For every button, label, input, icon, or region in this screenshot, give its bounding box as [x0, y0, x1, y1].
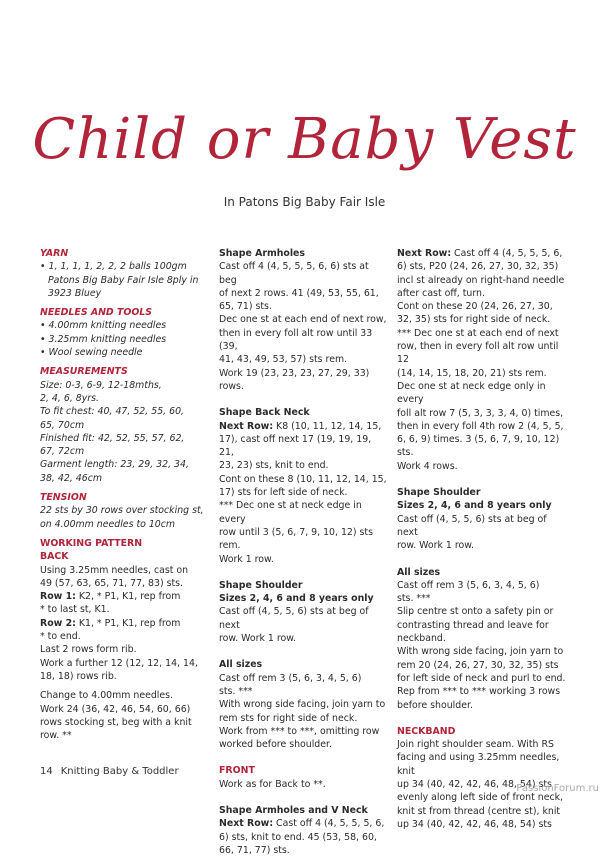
measurements-line: Size: 0-3, 6-9, 12-18mths, — [40, 379, 162, 391]
pattern-subtitle: In Patons Big Baby Fair Isle — [223, 195, 386, 209]
back-neck-line: Work 1 row. — [219, 553, 274, 565]
back-line: 49 (57, 63, 65, 71, 77, 83) sts. — [40, 577, 184, 589]
back-line: Work 24 (36, 42, 46, 54, 60, 66) — [40, 703, 191, 715]
needles-line: • 3.25mm knitting needles — [40, 333, 167, 345]
tension-line: on 4.00mm needles to 10cm — [40, 518, 176, 530]
back-neck-line: *** Dec one st at neck edge in every — [219, 500, 362, 525]
measurements-heading: MEASUREMENTS — [40, 366, 128, 378]
back-line: Change to 4.00mm needles. — [40, 690, 174, 702]
neckband-heading: NECKBAND — [397, 725, 456, 737]
all-sizes-line: before shoulder. — [397, 699, 473, 711]
back-line: * to last st, K1. — [40, 604, 110, 616]
all-sizes-heading: All sizes — [219, 659, 263, 671]
tension-heading: TENSION — [40, 492, 87, 504]
armholes-line: then in every foll alt row until 33 (39, — [219, 327, 373, 353]
needles-heading: NEEDLES AND TOOLS — [40, 307, 153, 319]
next-row-line: Dec one st at neck edge only in every — [397, 380, 546, 406]
next-row-line — [397, 247, 569, 260]
next-row-line: then in every foll 4th row 2 (4, 5, 5, — [397, 420, 564, 432]
shape-shoulder-heading: Shape Shoulder — [219, 579, 303, 591]
next-row-text: Cast off 4 (4, 5, 5, 5, 6, — [273, 818, 385, 830]
armholes-line: 65, 71) sts. — [219, 301, 272, 313]
back-neck-line: 17), cast off next 17 (19, 19, 19, 21, — [219, 433, 372, 459]
armholes-line: rows. — [219, 380, 244, 392]
back-line: * to end. — [40, 631, 81, 643]
yarn-line: 3923 Bluey — [48, 287, 102, 299]
page-number: 14 — [40, 766, 53, 777]
next-row-label: Next Row: — [219, 818, 274, 830]
armholes-line: of next 2 rows. 41 (49, 53, 55, 61, — [219, 287, 379, 299]
needles-line: • 4.00mm knitting needles — [40, 320, 167, 332]
back-neck-line — [219, 420, 389, 433]
column-2 — [219, 247, 389, 857]
next-row-line: 6, 6, 9) times. 3 (5, 6, 7, 9, 10, 12) — [397, 434, 560, 446]
measurements-line: 2, 4, 6, 8yrs. — [40, 392, 100, 404]
next-row-line: row, then in every foll alt row until 12 — [397, 341, 559, 366]
measurements-line: Finished fit: 42, 52, 55, 57, 62, — [40, 432, 185, 444]
v-neck-line: 66, 71, 77) sts. — [219, 844, 290, 856]
all-sizes-line: sts. *** — [397, 593, 431, 605]
armholes-line: Work 19 (23, 23, 23, 27, 29, 33) — [219, 367, 370, 379]
row-1-text: K2, * P1, K1, rep from — [75, 591, 181, 603]
column-1 — [40, 247, 210, 742]
front-heading: FRONT — [219, 765, 255, 777]
v-neck-line — [219, 817, 389, 830]
next-row-line: *** Dec one st at each end of next — [397, 327, 559, 339]
all-sizes-line: Rep from *** to *** working 3 rows — [397, 686, 561, 698]
measurements-line: Garment length: 23, 29, 32, 34, — [40, 459, 189, 471]
row-2-text: K1, * P1, K1, rep from — [75, 617, 181, 629]
working-pattern-heading: WORKING PATTERN — [40, 537, 143, 549]
all-sizes-line: rem 20 (24, 26, 27, 30, 32, 35) sts — [397, 659, 559, 671]
shape-armholes-heading: Shape Armholes — [219, 248, 306, 259]
column-3 — [397, 247, 569, 831]
next-row-text: K8 (10, 11, 12, 14, 15, — [273, 420, 382, 432]
measurements-line: 38, 42, 46cm — [40, 472, 102, 484]
back-line: 18, 18) rows rib. — [40, 670, 117, 682]
next-row-label: Next Row: — [219, 420, 274, 432]
armholes-line: Cast off 4 (4, 5, 5, 5, 6, 6) sts at beg — [219, 261, 369, 286]
next-row-line: sts. — [397, 447, 414, 459]
measurements-line: 67, 72cm — [40, 446, 85, 458]
back-neck-line: 17) sts for left side of neck. — [219, 487, 348, 499]
back-neck-line: 23, 23) sts, knit to end. — [219, 460, 329, 472]
all-sizes-line: Work from *** to ***, omitting row — [219, 725, 380, 737]
all-sizes-line: With wrong side facing, join yarn to — [397, 646, 564, 658]
next-row-line: foll alt row 7 (5, 3, 3, 3, 4, 0) times, — [397, 407, 564, 419]
all-sizes-heading: All sizes — [397, 566, 441, 578]
sizes-subheading: Sizes 2, 4, 6 and 8 years only — [397, 500, 552, 512]
neckband-line: up 34 (40, 42, 42, 46, 48, 54) sts — [397, 818, 552, 830]
armholes-v-neck-heading: Shape Armholes and V Neck — [219, 804, 368, 816]
next-row-line: 32, 35) sts for right side of neck. — [397, 314, 551, 326]
watermark: PassionForum.ru — [516, 783, 599, 794]
all-sizes-line: Cast off rem 3 (5, 6, 3, 4, 5, 6) — [219, 672, 362, 684]
next-row-text: Cast off 4 (4, 5, 5, 5, 6, — [451, 248, 563, 259]
all-sizes-line: With wrong side facing, join yarn to — [219, 699, 386, 711]
next-row-line: Cont on these 20 (24, 26, 27, 30, — [397, 301, 553, 313]
neckband-line: evenly along left side of front neck, — [397, 792, 564, 804]
shape-back-neck-heading: Shape Back Neck — [219, 407, 310, 419]
all-sizes-line: sts. *** — [219, 685, 253, 697]
v-neck-line: 6) sts, knit to end. 45 (53, 58, 60, — [219, 831, 377, 843]
all-sizes-line: Slip centre st onto a safety pin or — [397, 606, 554, 618]
shape-shoulder-heading: Shape Shoulder — [397, 487, 481, 499]
row-1-label: Row 1: — [40, 591, 76, 603]
armholes-line: 41, 43, 49, 53, 57) sts rem. — [219, 354, 348, 366]
row-2-line — [40, 617, 210, 630]
back-heading: BACK — [40, 551, 69, 563]
yarn-line: Patons Big Baby Fair Isle 8ply in — [48, 274, 199, 286]
all-sizes-line: contrasting thread and leave for — [397, 619, 549, 631]
next-row-line: incl st already on right-hand needle — [397, 274, 565, 286]
neckband-line: up 34 (40, 42, 42, 46, 48, 54) sts — [397, 778, 552, 790]
shoulder-line: row. Work 1 row. — [219, 633, 296, 645]
armholes-line: Dec one st at each end of next row, — [219, 314, 387, 326]
neckband-line: facing and using 3.25mm needles, knit — [397, 752, 560, 777]
shoulder-line: Cast off (4, 5, 5, 6) sts at beg of next — [397, 513, 547, 538]
neckband-line: Join right shoulder seam. With RS — [397, 739, 554, 751]
yarn-heading: YARN — [40, 248, 69, 259]
needles-line: • Wool sewing needle — [40, 347, 143, 359]
next-row-line: (14, 14, 15, 18, 20, 21) sts rem. — [397, 367, 547, 379]
all-sizes-line: for left side of neck and purl to end. — [397, 672, 566, 684]
all-sizes-line: rem sts for right side of neck. — [219, 712, 358, 724]
back-line: Last 2 rows form rib. — [40, 644, 137, 656]
measurements-line: 65, 70cm — [40, 419, 85, 431]
all-sizes-line: Cast off rem 3 (5, 6, 3, 4, 5, 6) — [397, 579, 540, 591]
measurements-line: To fit chest: 40, 47, 52, 55, 60, — [40, 406, 185, 418]
front-line: Work as for Back to **. — [219, 778, 326, 790]
pattern-title: Child or Baby Vest — [32, 107, 577, 172]
publication-name: Knitting Baby & Toddler — [60, 766, 179, 777]
back-neck-line: row until 3 (5, 6, 7, 9, 10, 12) sts rem. — [219, 526, 373, 552]
next-row-line: 6) sts, P20 (24, 26, 27, 30, 32, 35) — [397, 261, 559, 273]
back-neck-line: Cont on these 8 (10, 11, 12, 14, 15, — [219, 473, 387, 485]
page-footer — [40, 766, 179, 777]
all-sizes-line: worked before shoulder. — [219, 739, 333, 751]
back-line: row. ** — [40, 730, 72, 742]
shoulder-line: row. Work 1 row. — [397, 540, 474, 552]
yarn-line: • 1, 1, 1, 1, 2, 2, 2 balls 100gm — [40, 261, 187, 273]
next-row-line: after cast off, turn. — [397, 287, 485, 299]
next-row-label: Next Row: — [397, 248, 452, 259]
sizes-subheading: Sizes 2, 4, 6 and 8 years only — [219, 593, 374, 605]
next-row-line: Work 4 rows. — [397, 460, 458, 472]
back-line: rows stocking st, beg with a knit — [40, 716, 192, 728]
back-line: Using 3.25mm needles, cast on — [40, 564, 189, 576]
tension-line: 22 sts by 30 rows over stocking st, — [40, 505, 204, 517]
all-sizes-line: neckband. — [397, 633, 446, 645]
shoulder-line: Cast off (4, 5, 5, 6) sts at beg of next — [219, 606, 369, 631]
back-line: Work a further 12 (12, 12, 14, 14, — [40, 657, 198, 669]
row-2-label: Row 2: — [40, 617, 76, 629]
neckband-line: knit st from thread (centre st), knit — [397, 805, 561, 817]
row-1-line — [40, 590, 210, 603]
